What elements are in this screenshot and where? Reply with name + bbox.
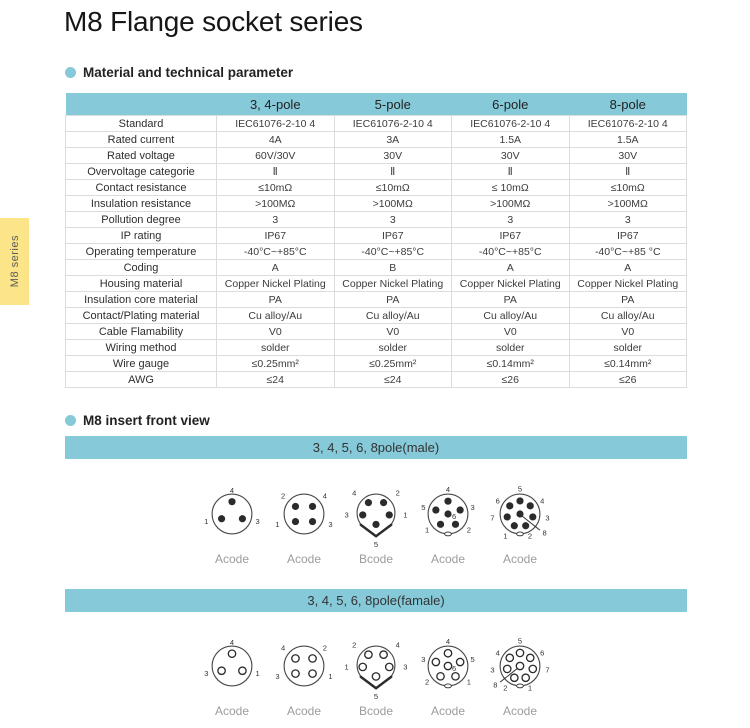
pin-1 — [239, 667, 246, 674]
table-cell: PA — [569, 292, 687, 308]
connector-diagram — [268, 478, 340, 550]
row-label: Rated voltage — [66, 148, 217, 164]
connector-male-1 — [196, 478, 268, 566]
pin-7 — [504, 513, 511, 520]
pin-1 — [437, 521, 444, 528]
connector-code-label: Acode — [286, 552, 322, 566]
pin-number-label: 5 — [373, 539, 379, 549]
pin-5 — [516, 649, 523, 656]
pin-1 — [359, 663, 366, 670]
table-row — [66, 132, 687, 148]
bullet-icon — [65, 67, 76, 78]
table-cell: Copper Nickel Plating — [569, 276, 687, 292]
pin-number-label: 5 — [421, 502, 426, 512]
pin-3 — [529, 513, 536, 520]
table-cell: PA — [334, 292, 452, 308]
row-label: IP rating — [66, 228, 217, 244]
section-heading-parameters — [65, 65, 293, 80]
table-row — [66, 292, 687, 308]
table-cell: IP67 — [569, 228, 687, 244]
connector-female-3 — [340, 630, 412, 718]
table-cell: ≤0.14mm² — [452, 356, 570, 372]
pin-number-label: 2 — [527, 531, 533, 541]
pin-2 — [511, 674, 518, 681]
pin-1 — [218, 515, 225, 522]
pin-number-label: 5 — [373, 691, 379, 701]
pin-number-label: 1 — [527, 683, 533, 693]
table-cell: 4A — [217, 132, 335, 148]
row-label: Rated current — [66, 132, 217, 148]
pin-8 — [516, 510, 523, 517]
table-row — [66, 116, 687, 132]
pin-2 — [437, 673, 444, 680]
table-cell: >100MΩ — [334, 196, 452, 212]
pin-number-label: 5 — [517, 636, 523, 646]
row-label: Contact/Plating material — [66, 308, 217, 324]
table-cell: ≤24 — [334, 372, 452, 388]
pin-number-label: 4 — [352, 488, 357, 498]
table-row — [66, 212, 687, 228]
pin-3 — [457, 506, 464, 513]
table-cell: V0 — [452, 324, 570, 340]
table-cell: A — [452, 260, 570, 276]
table-cell: 3 — [569, 212, 687, 228]
connector-code-label: Bcode — [358, 704, 394, 718]
pin-number-label: 1 — [204, 517, 209, 527]
row-label: Cable Flamability — [66, 324, 217, 340]
pin-5 — [516, 497, 523, 504]
table-cell: -40°C~+85°C — [452, 244, 570, 260]
table-cell: ≤24 — [217, 372, 335, 388]
pin-number-label: 2 — [281, 491, 286, 501]
column-header-6-pole: 6-pole — [452, 93, 570, 116]
table-cell: IP67 — [334, 228, 452, 244]
pin-3 — [386, 663, 393, 670]
pin-number-label: 8 — [493, 680, 498, 690]
table-cell: V0 — [334, 324, 452, 340]
table-row — [66, 196, 687, 212]
pin-number-label: 2 — [503, 683, 508, 693]
pin-number-label: 1 — [344, 662, 349, 672]
pin-4 — [309, 503, 316, 510]
table-cell: Ⅱ — [569, 164, 687, 180]
pin-4 — [527, 502, 534, 509]
pin-1 — [511, 522, 518, 529]
pin-5 — [372, 673, 379, 680]
pin-5 — [372, 521, 379, 528]
pin-number-label: 1 — [425, 525, 430, 535]
pin-number-label: 5 — [517, 484, 523, 494]
table-row — [66, 180, 687, 196]
pin-4 — [444, 650, 451, 657]
pin-1 — [452, 673, 459, 680]
pin-number-label: 1 — [328, 671, 333, 681]
connector-code-label: Bcode — [358, 552, 394, 566]
table-cell: Copper Nickel Plating — [334, 276, 452, 292]
table-cell: PA — [217, 292, 335, 308]
table-cell: V0 — [569, 324, 687, 340]
pin-number-label: 3 — [204, 669, 209, 679]
row-label: Housing material — [66, 276, 217, 292]
pin-2 — [380, 499, 387, 506]
pin-4 — [365, 499, 372, 506]
column-header-3-4-pole: 3, 4-pole — [217, 93, 335, 116]
pin-2 — [452, 521, 459, 528]
table-cell: ≤0.25mm² — [217, 356, 335, 372]
pin-number-label: 5 — [470, 654, 475, 664]
page-title: M8 Flange socket series — [64, 6, 363, 37]
pin-3 — [218, 667, 225, 674]
pin-number-label: 2 — [322, 643, 327, 653]
row-label: Insulation resistance — [66, 196, 217, 212]
table-cell: Cu alloy/Au — [452, 308, 570, 324]
pin-3 — [504, 665, 511, 672]
connector-female-4 — [412, 630, 484, 718]
row-label: AWG — [66, 372, 217, 388]
pin-number-label: 2 — [466, 525, 471, 535]
table-row — [66, 228, 687, 244]
pin-4 — [228, 650, 235, 657]
pin-number-label: 4 — [281, 643, 286, 653]
pin-number-label: 1 — [466, 677, 471, 687]
pin-number-label: 6 — [540, 648, 545, 658]
pin-number-label: 1 — [255, 669, 260, 679]
table-cell: A — [217, 260, 335, 276]
table-header-row — [66, 93, 687, 116]
pin-number-label: 4 — [322, 491, 327, 501]
banner-male: 3, 4, 5, 6, 8pole(male) — [65, 436, 687, 459]
table-cell: Ⅱ — [217, 164, 335, 180]
row-label: Coding — [66, 260, 217, 276]
table-row — [66, 372, 687, 388]
row-label: Contact resistance — [66, 180, 217, 196]
table-cell: -40°C~+85°C — [334, 244, 452, 260]
table-cell: IP67 — [217, 228, 335, 244]
row-label: Overvoltage categorie — [66, 164, 217, 180]
row-label: Pollution degree — [66, 212, 217, 228]
section-heading-front-view-label: M8 insert front view — [83, 413, 210, 428]
connector-row-female — [65, 630, 687, 718]
pin-number-label: 4 — [445, 636, 451, 646]
pin-6 — [444, 662, 451, 669]
pin-number-label: 1 — [403, 510, 408, 520]
table-cell: Copper Nickel Plating — [217, 276, 335, 292]
connector-male-4 — [412, 478, 484, 566]
connector-male-3 — [340, 478, 412, 566]
table-cell: Cu alloy/Au — [334, 308, 452, 324]
connector-code-label: Acode — [214, 704, 250, 718]
section-heading-parameters-label: Material and technical parameter — [83, 65, 294, 80]
connector-diagram — [268, 630, 340, 702]
table-cell: IP67 — [452, 228, 570, 244]
connector-code-label: Acode — [286, 704, 322, 718]
pin-number-label: 4 — [540, 496, 545, 506]
pin-number-label: 3 — [421, 654, 426, 664]
connector-row-male — [65, 478, 687, 566]
table-cell: -40°C~+85 °C — [569, 244, 687, 260]
pin-4 — [228, 498, 235, 505]
connector-diagram — [412, 478, 484, 550]
pin-5 — [456, 658, 463, 665]
row-label: Standard — [66, 116, 217, 132]
connector-diagram — [196, 478, 268, 550]
table-cell: 30V — [569, 148, 687, 164]
table-row — [66, 356, 687, 372]
pin-1 — [292, 518, 299, 525]
pin-number-label: 1 — [275, 519, 280, 529]
pin-number-label: 4 — [495, 648, 500, 658]
connector-diagram — [484, 630, 556, 702]
pin-3 — [292, 670, 299, 677]
table-cell: 1.5A — [452, 132, 570, 148]
column-header-5-pole: 5-pole — [334, 93, 452, 116]
section-heading-front-view — [65, 413, 210, 428]
table-row — [66, 148, 687, 164]
pin-number-label: 6 — [452, 663, 457, 673]
banner-female: 3, 4, 5, 6, 8pole(famale) — [65, 589, 687, 612]
parameters-table — [65, 93, 687, 388]
pin-3 — [359, 511, 366, 518]
pin-2 — [309, 655, 316, 662]
table-cell: IEC61076-2-10 4 — [569, 116, 687, 132]
table-row — [66, 324, 687, 340]
table-cell: >100MΩ — [217, 196, 335, 212]
table-cell: ≤ 10mΩ — [452, 180, 570, 196]
pin-3 — [309, 518, 316, 525]
pin-number-label: 2 — [425, 677, 430, 687]
pin-number-label: 4 — [229, 637, 235, 647]
table-cell: 3 — [334, 212, 452, 228]
pin-number-label: 3 — [403, 662, 408, 672]
pin-4 — [292, 655, 299, 662]
side-tab-m8-series[interactable] — [0, 218, 29, 305]
connector-diagram — [196, 630, 268, 702]
table-cell: Copper Nickel Plating — [452, 276, 570, 292]
table-cell: 1.5A — [569, 132, 687, 148]
row-label: Wiring method — [66, 340, 217, 356]
pin-6 — [444, 510, 451, 517]
pin-4 — [506, 654, 513, 661]
connector-diagram — [340, 630, 412, 702]
table-cell: ≤10mΩ — [217, 180, 335, 196]
table-cell: 30V — [452, 148, 570, 164]
pin-number-label: 2 — [395, 488, 400, 498]
connector-code-label: Acode — [502, 552, 538, 566]
table-cell: >100MΩ — [452, 196, 570, 212]
table-cell: Cu alloy/Au — [569, 308, 687, 324]
table-cell: V0 — [217, 324, 335, 340]
pin-2 — [292, 503, 299, 510]
table-row — [66, 244, 687, 260]
column-header-blank — [66, 93, 217, 116]
pin-number-label: 6 — [495, 496, 500, 506]
connector-male-2 — [268, 478, 340, 566]
table-cell: A — [569, 260, 687, 276]
pin-number-label: 4 — [229, 485, 235, 495]
table-cell: ≤0.25mm² — [334, 356, 452, 372]
row-label: Wire gauge — [66, 356, 217, 372]
connector-code-label: Acode — [214, 552, 250, 566]
connector-code-label: Acode — [430, 552, 466, 566]
table-row — [66, 340, 687, 356]
pin-number-label: 3 — [545, 513, 550, 523]
pin-5 — [432, 506, 439, 513]
table-cell: -40°C~+85°C — [217, 244, 335, 260]
table-cell: PA — [452, 292, 570, 308]
table-cell: 60V/30V — [217, 148, 335, 164]
bullet-icon — [65, 415, 76, 426]
pin-number-label: 3 — [328, 519, 333, 529]
table-row — [66, 276, 687, 292]
pin-number-label: 2 — [352, 640, 357, 650]
pin-number-label: 7 — [490, 513, 495, 523]
pin-7 — [529, 665, 536, 672]
table-cell: 30V — [334, 148, 452, 164]
table-row — [66, 308, 687, 324]
table-row — [66, 164, 687, 180]
pin-3 — [432, 658, 439, 665]
table-cell: ≤10mΩ — [569, 180, 687, 196]
connector-diagram — [412, 630, 484, 702]
table-cell: ≤26 — [452, 372, 570, 388]
table-cell: 3A — [334, 132, 452, 148]
pin-4 — [444, 498, 451, 505]
pin-number-label: 6 — [452, 511, 457, 521]
table-row — [66, 260, 687, 276]
table-cell: >100MΩ — [569, 196, 687, 212]
connector-code-label: Acode — [502, 704, 538, 718]
pin-1 — [522, 674, 529, 681]
connector-code-label: Acode — [430, 704, 466, 718]
pin-8 — [516, 662, 523, 669]
table-cell: Ⅱ — [334, 164, 452, 180]
connector-female-2 — [268, 630, 340, 718]
connector-diagram — [484, 478, 556, 550]
connector-male-5 — [484, 478, 556, 566]
pin-number-label: 3 — [470, 502, 475, 512]
table-cell: solder — [334, 340, 452, 356]
pin-number-label: 3 — [490, 665, 495, 675]
pin-1 — [309, 670, 316, 677]
table-cell: 3 — [217, 212, 335, 228]
side-tab-label: M8 series — [8, 235, 21, 288]
pin-number-label: 3 — [344, 510, 349, 520]
pin-number-label: 4 — [445, 484, 451, 494]
table-cell: ≤10mΩ — [334, 180, 452, 196]
pin-number-label: 8 — [542, 528, 547, 538]
pin-number-label: 3 — [255, 517, 260, 527]
connector-female-5 — [484, 630, 556, 718]
table-cell: ≤0.14mm² — [569, 356, 687, 372]
row-label: Operating temperature — [66, 244, 217, 260]
table-cell: IEC61076-2-10 4 — [217, 116, 335, 132]
pin-2 — [522, 522, 529, 529]
table-cell: Ⅱ — [452, 164, 570, 180]
pin-number-label: 7 — [545, 665, 550, 675]
table-cell: solder — [217, 340, 335, 356]
table-cell: ≤26 — [569, 372, 687, 388]
pin-3 — [239, 515, 246, 522]
pin-6 — [527, 654, 534, 661]
pin-2 — [365, 651, 372, 658]
pin-4 — [380, 651, 387, 658]
pin-6 — [506, 502, 513, 509]
row-label: Insulation core material — [66, 292, 217, 308]
table-cell: B — [334, 260, 452, 276]
pin-number-label: 3 — [275, 671, 280, 681]
table-cell: solder — [452, 340, 570, 356]
connector-female-1 — [196, 630, 268, 718]
pin-1 — [386, 511, 393, 518]
table-cell: IEC61076-2-10 4 — [452, 116, 570, 132]
pin-number-label: 4 — [395, 640, 400, 650]
table-cell: 3 — [452, 212, 570, 228]
pin-number-label: 1 — [503, 531, 508, 541]
connector-diagram — [340, 478, 412, 550]
table-cell: IEC61076-2-10 4 — [334, 116, 452, 132]
table-cell: Cu alloy/Au — [217, 308, 335, 324]
table-cell: solder — [569, 340, 687, 356]
column-header-8-pole: 8-pole — [569, 93, 687, 116]
